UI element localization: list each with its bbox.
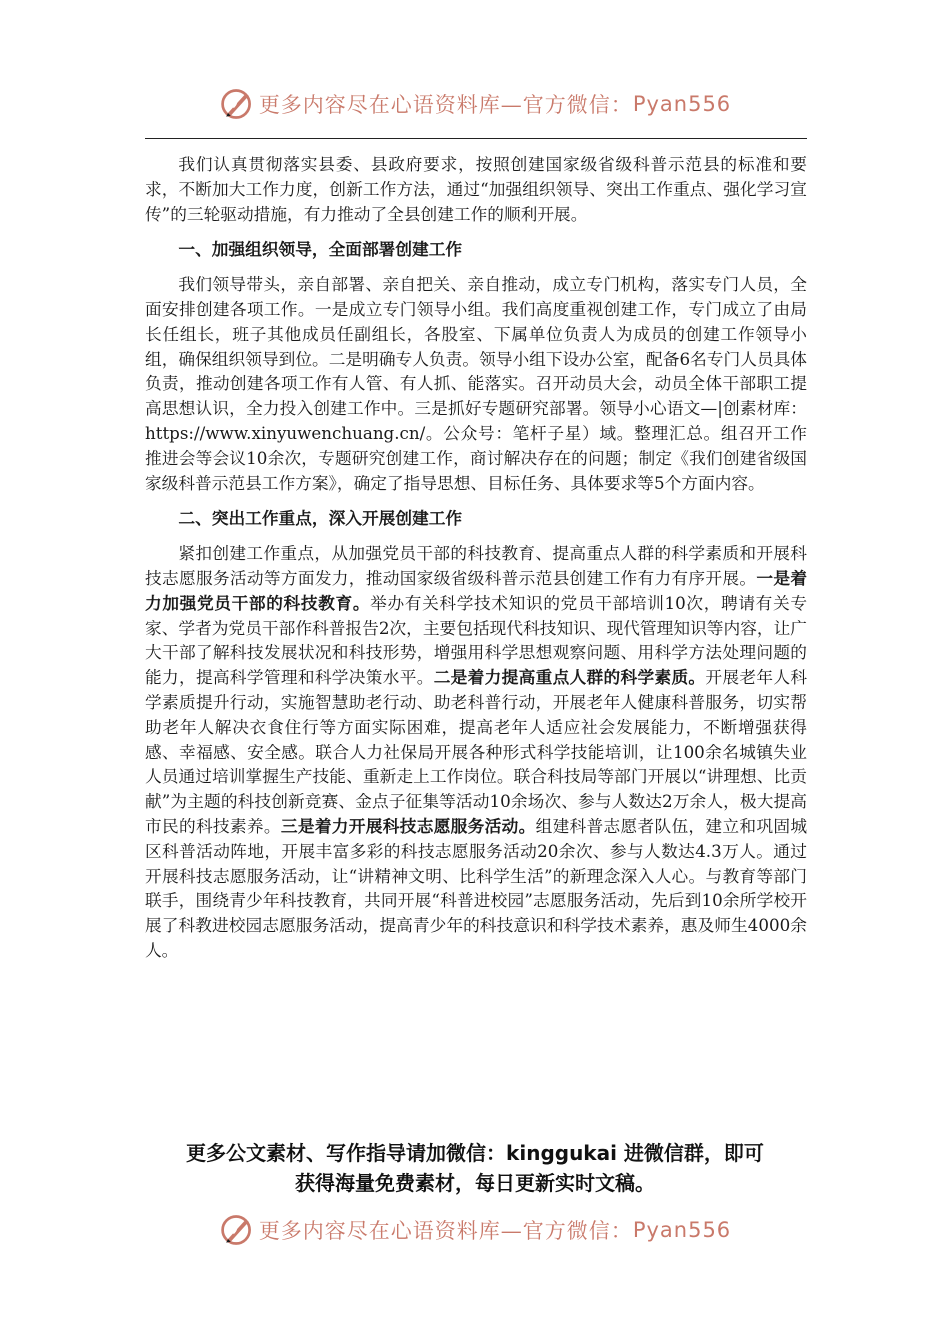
footer-banner [0, 1208, 950, 1252]
pen-logo-icon [219, 86, 255, 122]
footer-banner-account: Pyan556 [632, 1218, 732, 1242]
section-1-heading: 一、加强组织领导，全面部署创建工作 [178, 239, 463, 260]
promo-line-1: 更多公文素材、写作指导请加微信：kinggukai 进微信群，即可 [186, 1141, 764, 1165]
footer-banner-text: 更多内容尽在心语资料库—官方微信： [258, 1219, 633, 1243]
header-banner-text: 更多内容尽在心语资料库—官方微信： [258, 93, 633, 117]
header-banner [0, 82, 950, 126]
section-2-text-1: 紧扣创建工作重点，从加强党员干部的科技教育、提高重点人群的科学素质和开展科技志愿服务活动等方面发力，推动国家级省级科普示范县创建工作有力有序开展。 [145, 543, 807, 588]
section-2-heading: 二、突出工作重点，深入开展创建工作 [178, 508, 463, 529]
section-2-bold-1: 一是着力加强党员干部的科技教育。 [145, 567, 808, 613]
promo-line-2: 获得海量免费素材，每日更新实时文稿。 [295, 1171, 655, 1195]
section-2-text-2: 举办有关科学技术知识的党员干部培训10次，聘请有关专家、学者为党员干部作科普报告2次，主要包括现代科技知识、现代管理知识等内容，让广大干部了解科技发展状况和科技形势，增强用科学思想观察问题、用科学方法处理问题的能力，提高科学管理和科学决策水平。 [145, 592, 808, 688]
section-2-text-4: 组建科普志愿者队伍，建立和巩固城区科普活动阵地，开展丰富多彩的科技志愿服务活动20余次、参与人数达4.3万人。通过开展科技志愿服务活动，让“讲精神文明、比科学生活”的新理念深入人心。与教育等部门联手，围绕青少年科技教育，共同开展“科普进校园”志愿服务活动，先后到10余所学校开展了科教进校园志愿服务活动，提高青少年的科技意识和科学技术素养，惠及师生4000余人。 [145, 815, 808, 960]
promo-callout [120, 1138, 830, 1198]
header-divider [145, 138, 807, 139]
section-2-bold-3: 三是着力开展科技志愿服务活动。 [280, 815, 536, 836]
section-2-text-3: 开展老年人科学素质提升行动，实施智慧助老行动、助老科普行动，开展老年人健康科普服务，切实帮助老年人解决衣食住行等方面实际困难，提高老年人适应社会发展能力，不断增强获得感、幸福感、安全感。联合人力社保局开展各种形式科学技能培训，让100余名城镇失业人员通过培训掌握生产技能、重新走上工作岗位。联合科技局等部门开展以“讲理想、比贡献”为主题的科技创新竞赛、金点子征集等活动10余场次、参与人数达2万余人，极大提高市民的科技素养。 [145, 667, 808, 836]
section-2-bold-2: 二是着力提高重点人群的科学素质。 [433, 667, 706, 688]
section-2-paragraph [145, 541, 807, 963]
intro-paragraph: 我们认真贯彻落实县委、县政府要求，按照创建国家级省级科普示范县的标准和要求，不断加大工作力度，创新工作方法，通过“加强组织领导、突出工作重点、强化学习宣传”的三轮驱动措施，有力推动了全县创建工作的顺利开展。 [145, 154, 807, 224]
document-body [145, 152, 807, 963]
section-1-paragraph: 我们领导带头，亲自部署、亲自把关、亲自推动，成立专门机构，落实专门人员，全面安排创建各项工作。一是成立专门领导小组。我们高度重视创建工作，专门成立了由局长任组长，班子其他成员任副组长，各股室、下属单位负责人为成员的创建工作领导小组，确保组织领导到位。二是明确专人负责。领导小组下设办公室，配备6名专门人员具体负责，推动创建各项工作有人管、有人抓、能落实。召开动员大会，动员全体干部职工提高思想认识，全力投入创建工作中。三是抓好专题研究部署。领导小心语文—|创素材库：https://www.xinyuwenchuang.cn/。公众号：笔杆子星）域。整理汇总。组召开工作推进会等会议10余次，专题研究创建工作，商讨解决存在的问题；制定《我们创建省级国家级科普示范县工作方案》，确定了指导思想、目标任务、具体要求等5个方面内容。 [145, 274, 807, 493]
pen-logo-icon [219, 1212, 255, 1248]
header-banner-account: Pyan556 [632, 92, 732, 116]
